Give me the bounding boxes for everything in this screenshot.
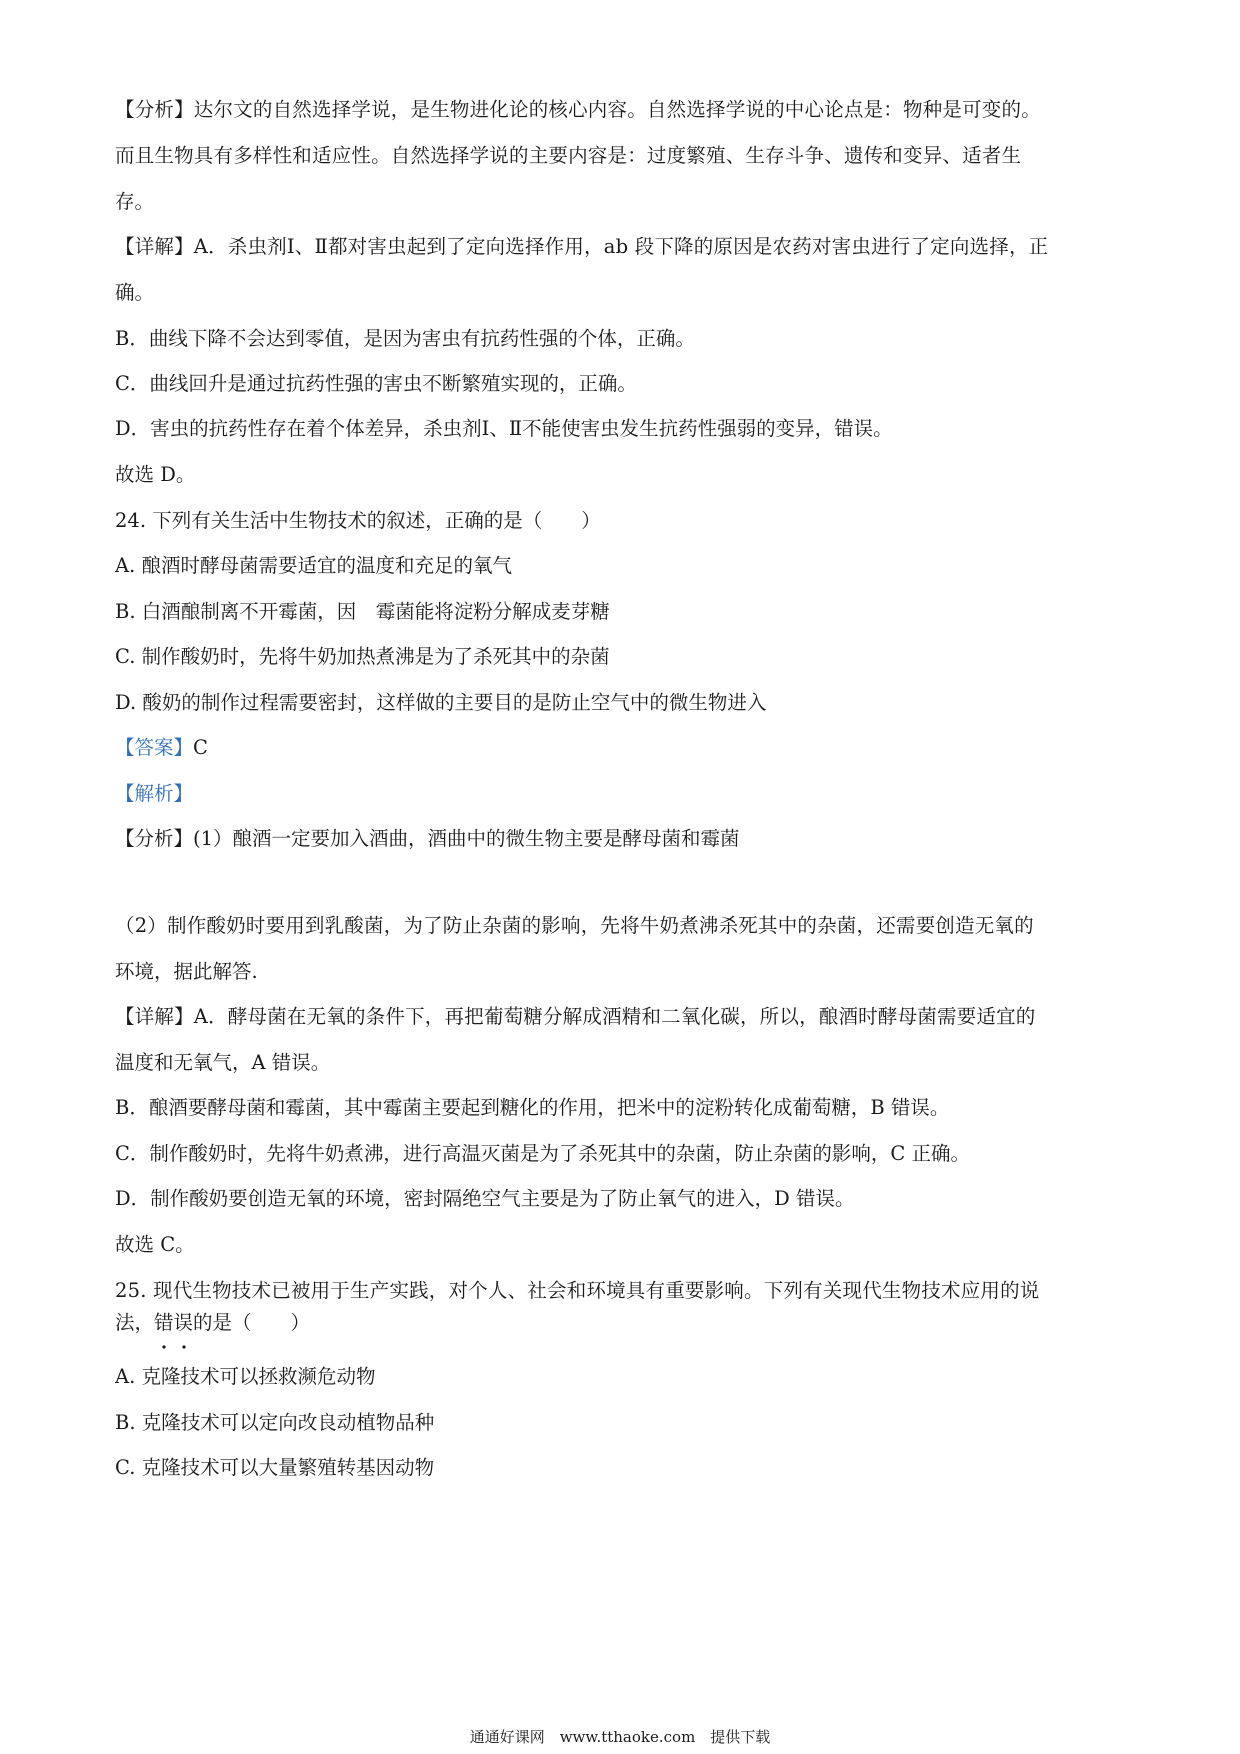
analysis-line-3: 存。	[115, 190, 155, 213]
option-b-explanation: B．曲线下降不会达到零值，是因为害虫有抗药性强的个体，正确。	[115, 327, 695, 350]
detail-line-2: 确。	[115, 281, 155, 304]
analysis-line-2: 而且生物具有多样性和适应性。自然选择学说的主要内容是：过度繁殖、生存斗争、遗传和变异、适者生	[115, 144, 1022, 167]
question-24-option-a: A. 酿酒时酵母菌需要适宜的温度和充足的氧气	[115, 554, 512, 577]
question-25-stem-line-2	[115, 1309, 310, 1337]
emphasized-text: 错误	[154, 1311, 194, 1334]
detail-24-option-c: C．制作酸奶时，先将牛奶煮沸，进行高温灭菌是为了杀死其中的杂菌，防止杂菌的影响，C 正确。	[115, 1142, 971, 1165]
detail-24-option-d: D．制作酸奶要创造无氧的环境，密封隔绝空气主要是为了防止氧气的进入，D 错误。	[115, 1187, 855, 1210]
option-c-explanation: C．曲线回升是通过抗药性强的害虫不断繁殖实现的，正确。	[115, 372, 637, 395]
detail-line-1: 【详解】A．杀虫剂Ⅰ、Ⅱ都对害虫起到了定向选择作用，ab 段下降的原因是农药对害虫进行了定向选择，正	[115, 235, 1049, 258]
question-25-option-a: A. 克隆技术可以拯救濒危动物	[115, 1365, 376, 1388]
question-24-option-b: B. 白酒酿制离不开霉菌，因 霉菌能将淀粉分解成麦芽糖	[115, 600, 610, 623]
analysis-line-1: 【分析】达尔文的自然选择学说，是生物进化论的核心内容。自然选择学说的中心论点是：物种是可变的。	[115, 98, 1041, 121]
answer-value: C	[193, 736, 208, 759]
question-24-option-d: D. 酸奶的制作过程需要密封，这样做的主要目的是防止空气中的微生物进入	[115, 691, 767, 714]
choice-conclusion-24: 故选 C。	[115, 1233, 195, 1256]
stem-text: 法，	[115, 1311, 155, 1334]
choice-conclusion: 故选 D。	[115, 463, 196, 486]
answer-tag: 【答案】	[115, 736, 194, 759]
question-24-option-c: C. 制作酸奶时，先将牛奶加热煮沸是为了杀死其中的杂菌	[115, 645, 610, 668]
analysis-24-line-2: （2）制作酸奶时要用到乳酸菌，为了防止杂菌的影响，先将牛奶煮沸杀死其中的杂菌，还需要创造无氧的	[115, 914, 1034, 937]
detail-24-line-1: 【详解】A．酵母菌在无氧的条件下，再把葡萄糖分解成酒精和二氧化碳，所以，酿酒时酵母菌需要适宜的	[115, 1005, 1036, 1028]
question-25-stem-line-1: 25. 现代生物技术已被用于生产实践，对个人、社会和环境具有重要影响。下列有关现代生物技术应用的说	[115, 1279, 1040, 1302]
detail-24-line-2: 温度和无氧气，A 错误。	[115, 1051, 331, 1074]
emphasis-dots-icon	[154, 1311, 198, 1351]
question-25-option-c: C. 克隆技术可以大量繁殖转基因动物	[115, 1456, 435, 1479]
analysis-24-line-1: 【分析】(1）酿酒一定要加入酒曲，酒曲中的微生物主要是酵母菌和霉菌	[115, 827, 740, 850]
explanation-tag: 【解析】	[115, 782, 194, 805]
answer-line	[115, 734, 208, 762]
page-footer: 通通好课网 www.tthaoke.com 提供下载	[469, 1728, 771, 1746]
option-d-explanation: D．害虫的抗药性存在着个体差异，杀虫剂Ⅰ、Ⅱ不能使害虫发生抗药性强弱的变异，错误。	[115, 417, 893, 440]
analysis-24-line-3: 环境，据此解答.	[115, 960, 258, 983]
detail-24-option-b: B．酿酒要酵母菌和霉菌，其中霉菌主要起到糖化的作用，把米中的淀粉转化成葡萄糖，B 错误。	[115, 1096, 950, 1119]
question-24-stem: 24. 下列有关生活中生物技术的叙述，正确的是（ ）	[115, 509, 601, 532]
stem-text-end: 的是（ ）	[193, 1311, 311, 1334]
question-25-option-b: B. 克隆技术可以定向改良动植物品种	[115, 1411, 435, 1434]
emphasized-word	[154, 1311, 193, 1334]
